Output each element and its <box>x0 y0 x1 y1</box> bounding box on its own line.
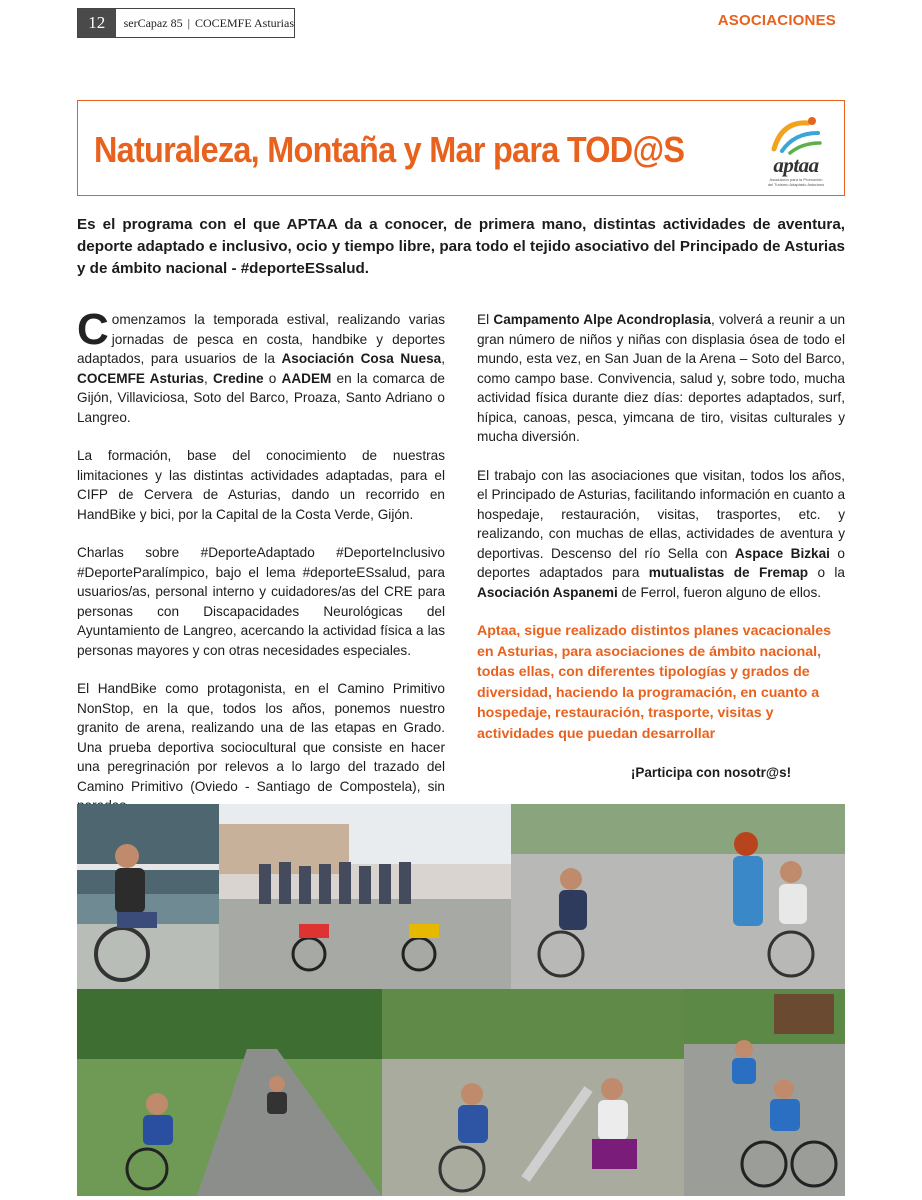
org-credine: Credine <box>212 370 264 386</box>
paragraph-handbike: El HandBike como protagonista, en el Camino Primitivo NonStop, en la que, todos los años, ponemos nuestro granito de arena, realizando una de las etapas en Grado. Una prueba deportiva sociocultural que consiste en hacer una peregrinación por relevos a lo largo del trazado del Camino Primitivo (Oviedo - Santiago de Compostela), sin <box>77 681 445 794</box>
title-box <box>77 100 845 196</box>
running-header <box>77 8 295 38</box>
page-number: 12 <box>78 9 116 37</box>
photo-handbike-riders <box>684 989 845 1196</box>
org-cocemfe: COCEMFE Asturias <box>77 370 205 386</box>
aptaa-logo <box>758 111 834 187</box>
text-run: de Ferrol, fueron alguno de ellos. <box>617 584 822 600</box>
text-run: , volverá a reunir a un gran número de niños y niñas con displasia ósea de todo el mundo, esta vez, en San Juan de la Arena – Soto del Barco, como campo base. Convivencia, salud y, sobre todo, mucha actividad física durante diez días: deportes adaptados, surf, hípica, canoas, pesca, yimcana de tiro, visitas culturales y mucha diversión. <box>477 312 845 444</box>
paragraph-fishing <box>77 305 445 427</box>
section-label: ASOCIACIONES <box>717 12 836 29</box>
text-run: o deportes adaptados para <box>477 545 845 580</box>
photo-handbike-group <box>219 804 511 989</box>
highlight-paragraph: Aptaa, sigue realizado distintos planes vacacionales en Asturias, para asociaciones de ámbito nacional, todas ellas, con diferentes tipologías y grados de diversidad, haciendo la programación, en cuanto a hospedaje, restauración, trasporte, visitas y actividades que puedan desarrollar <box>477 623 832 742</box>
camp-name: Campamento Alpe Acondroplasia <box>493 312 711 327</box>
text-run: en la comarca de Gijón, Villaviciosa, Soto del Barco, Proaza, Santo Adriano o Langreo. <box>77 370 445 425</box>
left-column <box>77 305 445 835</box>
text-run: o la <box>808 565 845 580</box>
photo-fishing-wheelchair <box>77 804 219 989</box>
dropcap: C <box>77 305 109 354</box>
publication-name: serCapaz 85 <box>123 15 183 30</box>
paragraph-training: La formación, base del conocimiento de nuestras limitaciones y las distintas actividades adaptadas, para el CIFP de Cervera de Asturias, dando un recorrido en HandBike y bici, por la Capital de la Costa Verde, Gijón. <box>77 448 445 522</box>
photo-handbike-park <box>77 989 382 1196</box>
photo-wheelchair-seniors <box>511 804 845 989</box>
org-aspanemi: Asociación Aspanemi <box>477 584 618 600</box>
lead-paragraph: Es el programa con el que APTAA da a conocer, de primera mano, distintas actividades de aventura, deporte adaptado e inclusivo, ocio y tiempo libre, para todo el tejido asociativo del Principado de Asturias y de ámbito nacional - #deporteESsalud. <box>77 216 845 277</box>
text-run: o <box>263 370 282 386</box>
call-to-action: ¡Participa con nosotr@s! <box>630 765 792 780</box>
org-aadem: AADEM <box>281 370 332 386</box>
text-run: El trabajo con las asociaciones que visitan, todos los años, el Principado de Asturias, facilitando información en cuanto a hospedaje, restauración, visitas, trasportes, etc. y realizando, con muchas de ellas, actividades de aventura y deportivas. Descenso del río Sella con <box>477 467 845 561</box>
logo-wordmark: aptaa <box>773 153 819 177</box>
text-run: , <box>204 370 213 386</box>
paragraph-camp <box>477 310 845 447</box>
org-cosa-nuesa: Asociación Cosa Nuesa <box>281 351 442 366</box>
logo-swoosh-icon <box>768 113 824 157</box>
photo-ramp-activity <box>382 989 684 1196</box>
org-aspace: Aspace Bizkai <box>734 545 830 561</box>
text-run: El <box>477 312 494 327</box>
paragraph-talks: Charlas sobre #DeporteAdaptado #DeporteInclusivo #DeporteParalímpico, bajo el lema #deporteESsalud, para usuarios/as, personal interno y cuidadores/as del CRE para personas con Discapacidades Neurológicas del Ayuntamiento de Langreo, acercando la actividad física a las personas mayores y con otras necesidades especiales. <box>77 545 445 658</box>
organization-name: COCEMFE Asturias <box>194 15 294 30</box>
right-column <box>477 310 845 802</box>
paragraph-associations <box>477 466 845 603</box>
article-title: Naturaleza, Montaña y Mar para TOD@S <box>94 129 685 170</box>
header-separator: | <box>187 15 190 30</box>
text-run: omenzamos la temporada estival, realizando varias jornadas de pesca en costa, handbike y deportes adaptados, para usuarios de la <box>77 312 445 366</box>
text-run: , <box>441 351 445 366</box>
publication-info <box>116 9 294 37</box>
org-fremap: mutualistas de Fremap <box>648 565 809 580</box>
logo-tagline: Asociación para la Promoción del Turismo Adaptado Asturiano <box>767 177 825 187</box>
